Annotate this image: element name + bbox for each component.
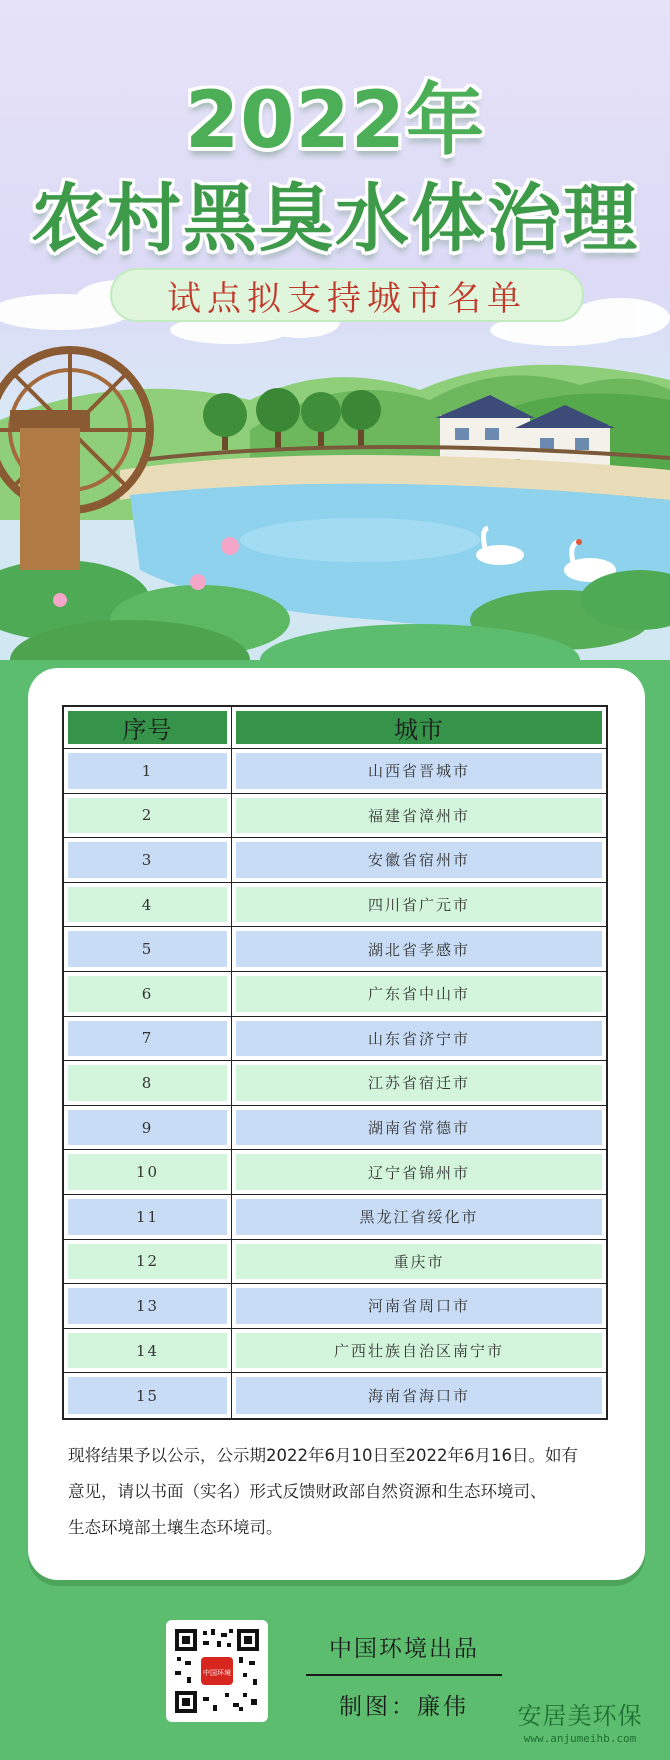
column-header-number: 序号	[68, 711, 227, 744]
table-row	[64, 1329, 606, 1374]
row-number: 3	[68, 842, 227, 878]
row-number: 2	[68, 798, 227, 834]
designer-credit: 制图：廉伟	[339, 1694, 469, 1720]
qr-logo-text: 中国环境	[203, 1669, 231, 1677]
row-city: 四川省广元市	[236, 887, 602, 923]
subtitle-banner	[110, 268, 584, 322]
subtitle-text: 试点拟支持城市名单	[167, 278, 527, 319]
row-number: 4	[68, 887, 227, 923]
page-title: 农村黑臭水体治理	[31, 176, 639, 262]
row-number: 13	[68, 1288, 227, 1324]
row-city: 辽宁省锦州市	[236, 1154, 602, 1190]
notice-line: 生态环境部土壤生态环境司。	[68, 1518, 283, 1537]
row-number: 7	[68, 1021, 227, 1057]
column-header-city: 城市	[236, 711, 602, 744]
table-row	[64, 749, 606, 794]
hero-banner	[0, 0, 670, 700]
row-number: 15	[68, 1377, 227, 1414]
title-year: 2022年	[184, 76, 486, 166]
row-number: 9	[68, 1110, 227, 1146]
row-city: 黑龙江省绥化市	[236, 1199, 602, 1235]
table-row	[64, 1017, 606, 1062]
table-row	[64, 1373, 606, 1418]
qr-code-icon	[173, 1627, 261, 1715]
watermark-url: www.anjumeihb.com	[523, 1732, 637, 1745]
row-city: 山西省晋城市	[236, 753, 602, 789]
table-row	[64, 972, 606, 1017]
row-number: 12	[68, 1244, 227, 1280]
divider	[306, 1674, 502, 1676]
row-city: 江苏省宿迁市	[236, 1065, 602, 1101]
table-row	[64, 794, 606, 839]
content-card	[28, 668, 645, 1580]
row-number: 14	[68, 1333, 227, 1369]
qr-code	[166, 1620, 268, 1722]
table-row	[64, 838, 606, 883]
table-row	[64, 1150, 606, 1195]
row-number: 10	[68, 1154, 227, 1190]
row-number: 11	[68, 1199, 227, 1235]
row-number: 1	[68, 753, 227, 789]
row-city: 河南省周口市	[236, 1288, 602, 1324]
row-city: 山东省济宁市	[236, 1021, 602, 1057]
row-city: 广西壮族自治区南宁市	[236, 1333, 602, 1369]
notice-line: 现将结果予以公示，公示期2022年6月10日至2022年6月16日。如有	[68, 1446, 578, 1465]
row-city: 湖南省常德市	[236, 1110, 602, 1146]
producer-credit: 中国环境出品	[329, 1636, 479, 1662]
row-number: 6	[68, 976, 227, 1012]
row-city: 福建省漳州市	[236, 798, 602, 834]
table-row	[64, 1195, 606, 1240]
row-number: 5	[68, 931, 227, 967]
table-row	[64, 883, 606, 928]
row-number: 8	[68, 1065, 227, 1101]
notice-line: 意见，请以书面（实名）形式反馈财政部自然资源和生态环境司、	[68, 1482, 547, 1501]
table-row	[64, 1106, 606, 1151]
row-city: 海南省海口市	[236, 1377, 602, 1414]
table-row	[64, 927, 606, 972]
watermark-name: 安居美环保	[517, 1702, 643, 1730]
table-row	[64, 1284, 606, 1329]
row-city: 湖北省孝感市	[236, 931, 602, 967]
table-row	[64, 1061, 606, 1106]
table-row	[64, 1240, 606, 1285]
row-city: 安徽省宿州市	[236, 842, 602, 878]
city-table	[62, 705, 608, 1420]
notice-text	[68, 1438, 608, 1546]
row-city: 重庆市	[236, 1244, 602, 1280]
row-city: 广东省中山市	[236, 976, 602, 1012]
table-header-row	[64, 707, 606, 749]
